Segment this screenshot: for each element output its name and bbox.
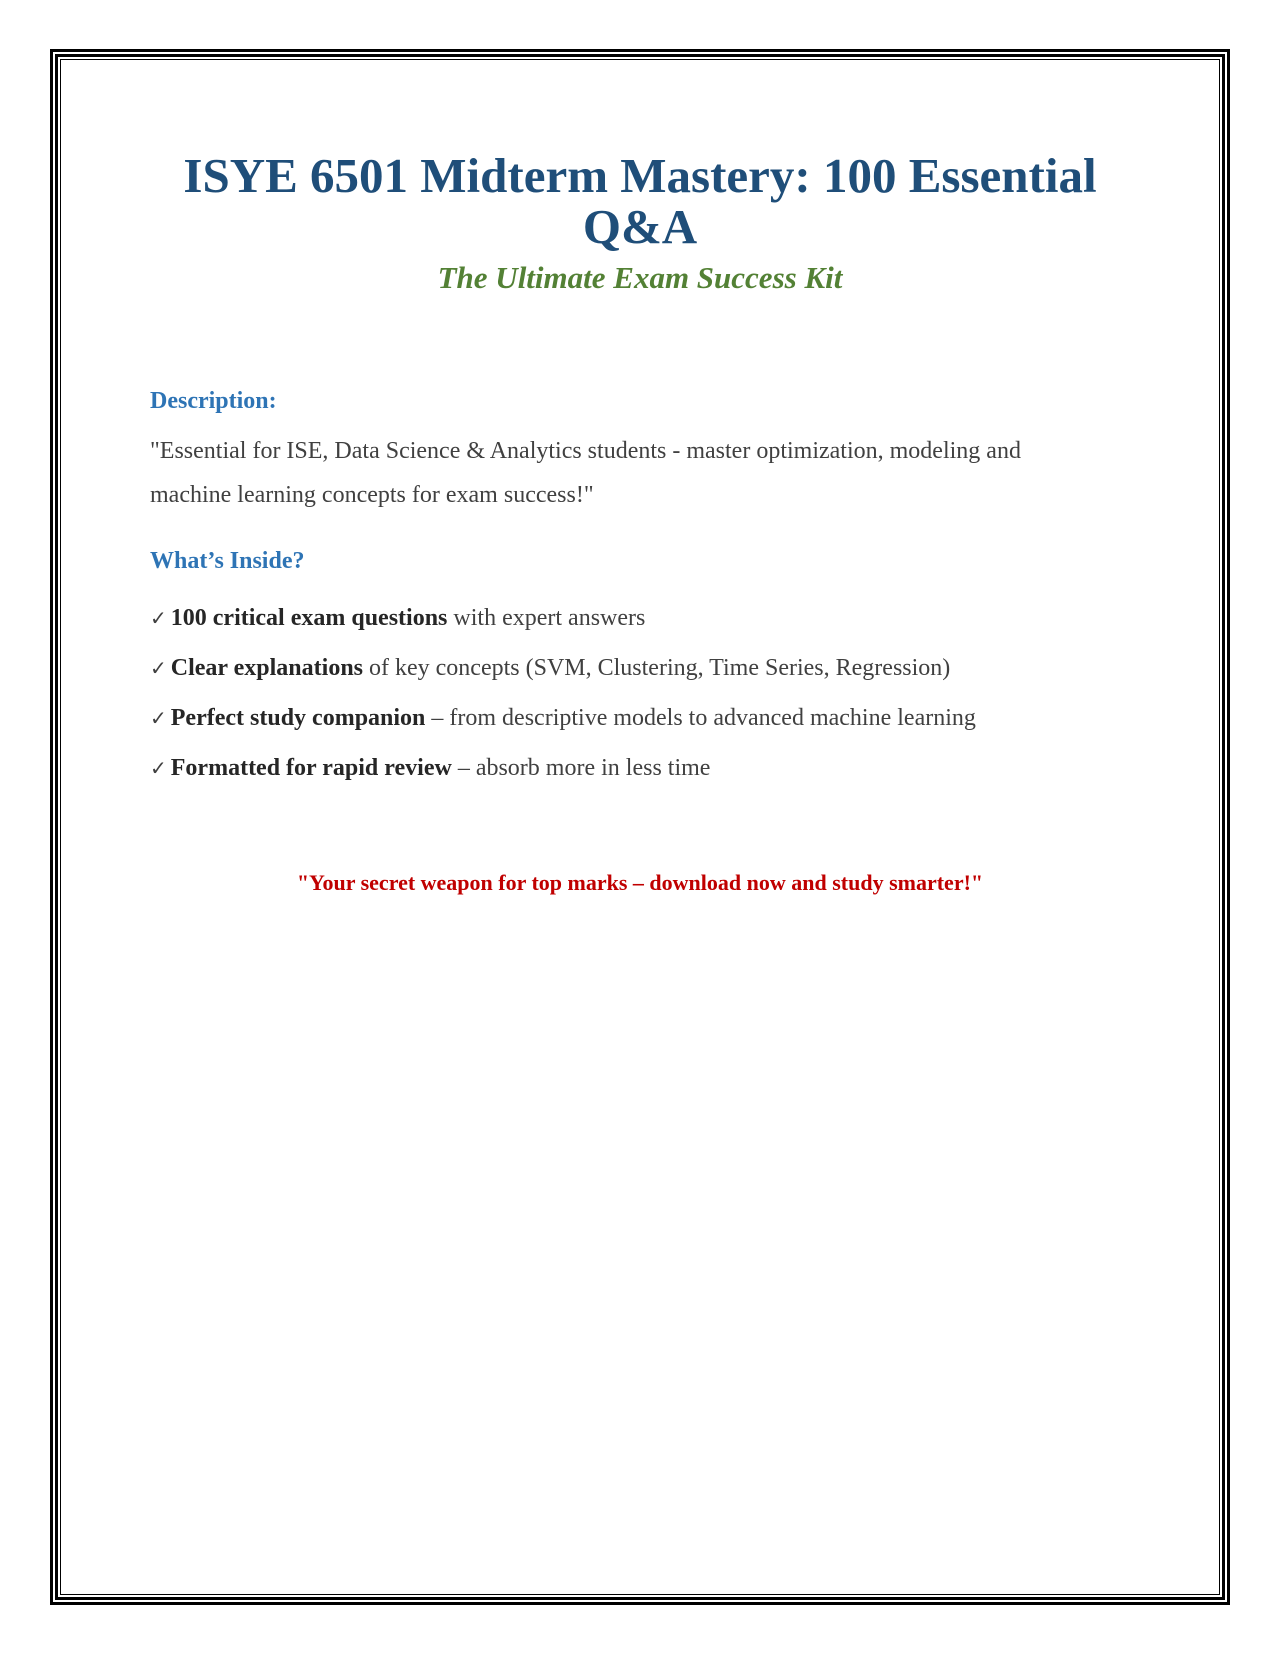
check-icon: ✓ (150, 706, 167, 730)
feature-highlight: Formatted for rapid review (170, 755, 452, 781)
call-to-action: "Your secret weapon for top marks – download now and study smarter!" (296, 870, 984, 895)
whats-inside-heading: What’s Inside? (150, 548, 305, 574)
feature-highlight: Clear explanations (170, 655, 363, 681)
feature-highlight: 100 critical exam questions (170, 605, 448, 631)
check-icon: ✓ (150, 606, 167, 630)
feature-highlight: Perfect study companion (170, 705, 426, 731)
description-heading: Description: (150, 388, 277, 414)
feature-detail: of key concepts (SVM, Clustering, Time Series, Regression) (363, 655, 951, 681)
description-text: "Essential for ISE, Data Science & Analytics students - master optimization, modeling and machine learning concepts for exam success!" (150, 438, 1021, 508)
feature-detail: – absorb more in less time (451, 755, 711, 781)
feature-item (150, 703, 1130, 733)
document-content (150, 150, 1130, 897)
feature-detail: with expert answers (447, 605, 646, 631)
feature-item (150, 653, 1130, 683)
feature-detail: – from descriptive models to advanced machine learning (425, 705, 976, 731)
feature-item (150, 603, 1130, 633)
check-icon: ✓ (150, 756, 167, 780)
feature-list (150, 603, 1130, 783)
document-title: ISYE 6501 Midterm Mastery: 100 Essential Q&A (183, 148, 1097, 254)
check-icon: ✓ (150, 656, 167, 680)
document-subtitle: The Ultimate Exam Success Kit (437, 260, 843, 295)
feature-item (150, 753, 1130, 783)
